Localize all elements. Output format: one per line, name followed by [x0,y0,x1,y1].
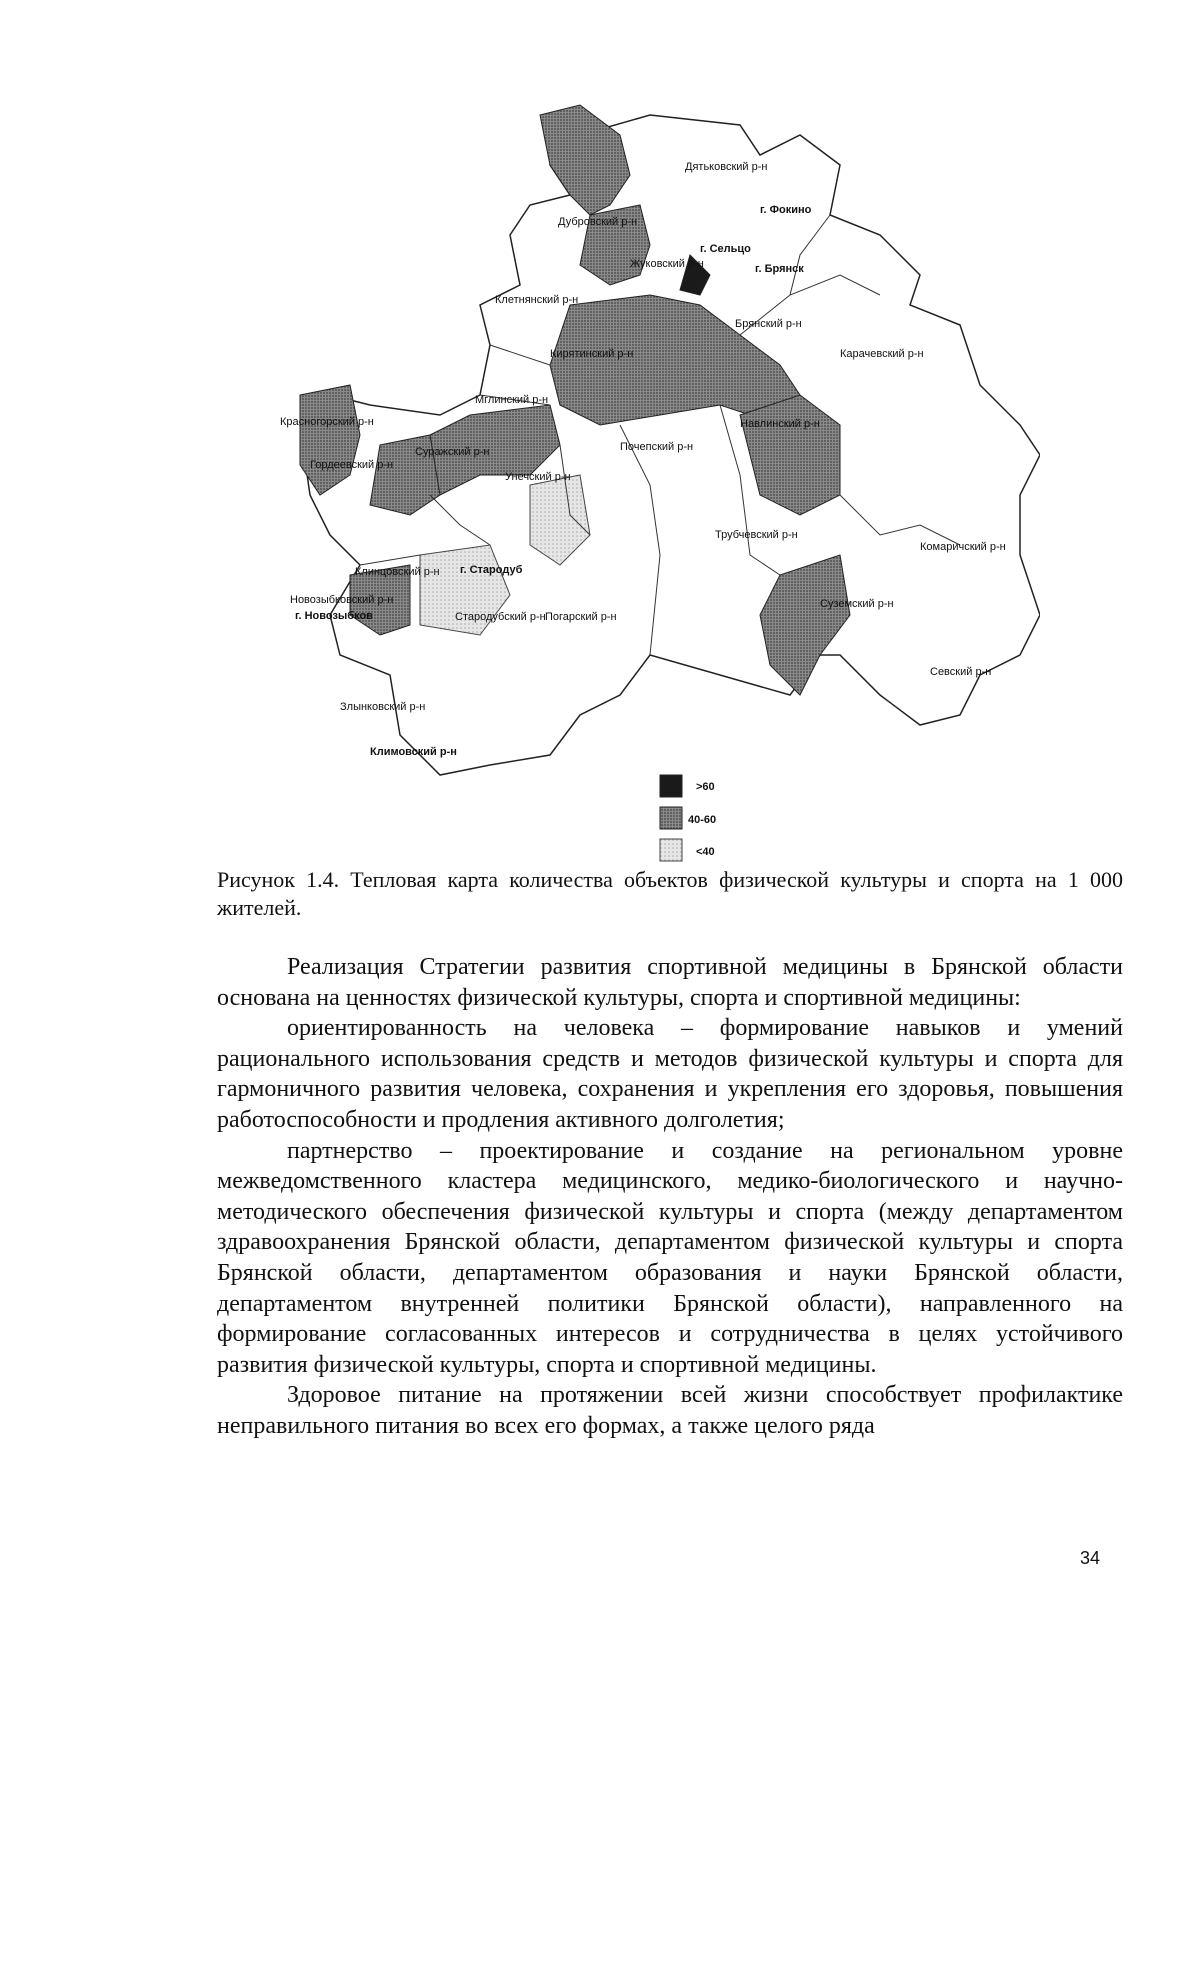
svg-text:Почепский р-н: Почепский р-н [620,441,694,453]
svg-text:г. Сельцо: г. Сельцо [700,243,751,255]
svg-text:Карачевский р-н: Карачевский р-н [840,348,924,360]
svg-text:Кирятинский р-н: Кирятинский р-н [550,348,634,360]
svg-text:Погарский р-н: Погарский р-н [545,611,617,623]
svg-text:Новозыбковский р-н: Новозыбковский р-н [290,594,394,606]
heat-map-figure [280,95,1040,865]
svg-text:>60: >60 [696,781,715,793]
svg-text:Климовский р-н: Климовский р-н [370,746,457,758]
svg-text:Злынковский р-н: Злынковский р-н [340,701,426,713]
bryansk-region-map [280,95,1040,865]
svg-text:Дятьковский р-н: Дятьковский р-н [685,161,768,173]
svg-text:Суражский р-н: Суражский р-н [415,446,490,458]
page-number: 34 [1080,1548,1101,1568]
svg-text:<40: <40 [696,846,715,858]
svg-text:Стародубский р-н: Стародубский р-н [455,611,546,623]
paragraph: Здоровое питание на протяжении всей жизни способствует профилактике неправильного питания во всех его формах, а также целого ряда [217,1382,1123,1439]
svg-text:Гордеевский р-н: Гордеевский р-н [310,459,394,471]
map-legend [660,775,716,861]
svg-text:Суземский р-н: Суземский р-н [820,598,894,610]
svg-text:Брянский р-н: Брянский р-н [735,318,802,330]
svg-text:г. Брянск: г. Брянск [755,263,804,275]
svg-text:Клинцовский р-н: Клинцовский р-н [355,566,440,578]
svg-text:г. Новозыбков: г. Новозыбков [295,610,373,622]
svg-text:Комаричский р-н: Комаричский р-н [920,541,1006,553]
svg-text:Красногорский р-н: Красногорский р-н [280,416,374,428]
body-text [217,952,1123,1442]
svg-text:40-60: 40-60 [688,814,717,826]
svg-text:Мглинский р-н: Мглинский р-н [475,394,549,406]
svg-text:Навлинский р-н: Навлинский р-н [740,418,820,430]
svg-text:г. Фокино: г. Фокино [760,204,812,216]
svg-text:Жуковский р-н: Жуковский р-н [630,258,704,270]
legend-swatch-low [660,839,682,861]
figure-caption: Рисунок 1.4. Тепловая карта количества объектов физической культуры и спорта на 1 000 жителей. [217,867,1123,920]
svg-text:Дубровский р-н: Дубровский р-н [558,216,638,228]
svg-text:Трубчевский р-н: Трубчевский р-н [715,529,798,541]
svg-text:Клетнянский р-н: Клетнянский р-н [495,294,579,306]
svg-text:Севский р-н: Севский р-н [930,666,992,678]
svg-text:г. Стародуб: г. Стародуб [460,564,523,576]
paragraph: Реализация Стратегии развития спортивной медицины в Брянской области основана на ценностях физической культуры, спорта и спортивной медицины: [217,954,1123,1011]
paragraph: партнерство – проектирование и создание на региональном уровне межведомственного кластера медицинского, медико-биологического и научно-методического обеспечения физической культуры и спорта (между департаментом здравоохранения Брянской области, департаментом физической культуры и спорта Брянской области, департаментом образования и науки Брянской области, департаментом внутренней политики Брянской области), направленного на формирование согласованных интересов и сотрудничества в целях устойчивого развития физической культуры, спорта и спортивной медицины. [217,1137,1123,1378]
svg-text:Унечский р-н: Унечский р-н [505,471,571,483]
legend-swatch-high [660,775,682,797]
legend-swatch-mid [660,807,682,829]
paragraph: ориентированность на человека – формирование навыков и умений рационального использования средств и методов физической культуры и спорта для гармоничного развития человека, сохранения и укрепления его здоровья, повышения работоспособности и продления активного долголетия; [217,1015,1123,1133]
